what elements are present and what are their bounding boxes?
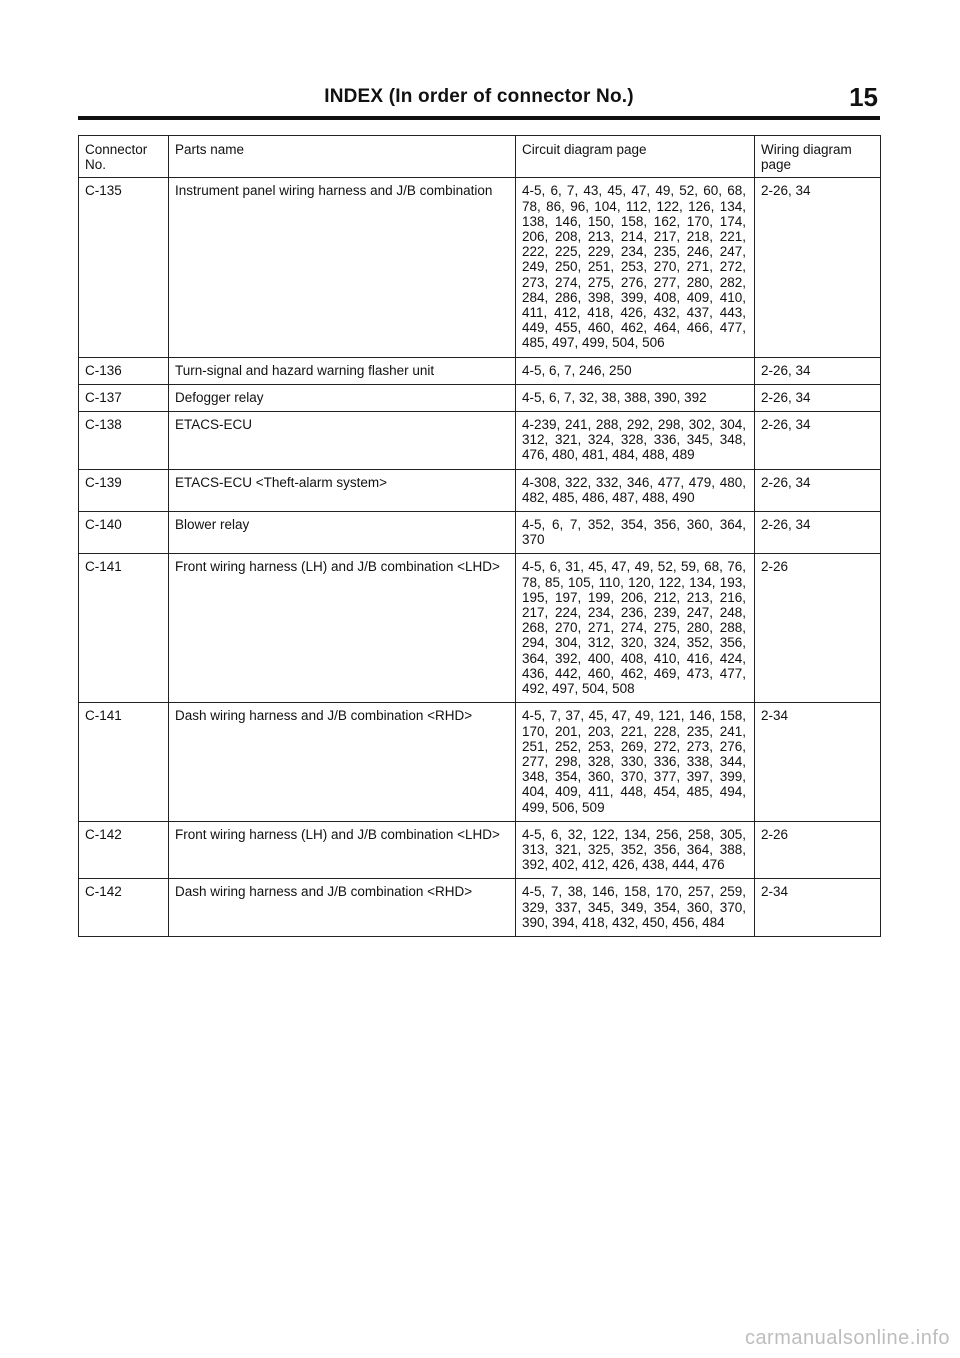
parts-name-cell: Dash wiring harness and J/B combination <RHD> <box>169 879 516 937</box>
page-number: 15 <box>849 82 878 112</box>
parts-name-cell: Defogger relay <box>169 384 516 411</box>
header-wiring-diagram-page: Wiring diagram page <box>755 136 881 178</box>
table-row <box>79 512 881 554</box>
circuit-pages-cell: 4-239, 241, 288, 292, 298, 302, 304, 312, 321, 324, 328, 336, 345, 348, 476, 480, 481, 484, 488, 489 <box>516 412 755 470</box>
parts-name-cell: Blower relay <box>169 512 516 554</box>
page-header <box>78 82 880 116</box>
table-row <box>79 703 881 821</box>
wiring-pages-cell: 2-34 <box>755 703 881 821</box>
connector-no-cell: C-142 <box>79 821 169 879</box>
circuit-pages-cell: 4-5, 6, 7, 43, 45, 47, 49, 52, 60, 68, 78, 86, 96, 104, 112, 122, 126, 134, 138, 146, 150, 158, 162, 170, 174, 206, 208, 213, 214, 217, 218, 221, 222, 225, 229, 234, 235, 246, 247, 249, 250, 251, 253, 270, 271, 272, 273, 274, 275, 276, 277, 280, 282, 284, 286, 398, 399, 408, 409, 410, 411, 412, 418, 426, 432, 437, 443, 449, 455, 460, 462, 464, 466, 477, 485, 497, 499, 504, 506 <box>516 178 755 357</box>
circuit-pages-cell: 4-5, 6, 7, 32, 38, 388, 390, 392 <box>516 384 755 411</box>
table-row <box>79 412 881 470</box>
circuit-pages-cell: 4-5, 7, 38, 146, 158, 170, 257, 259, 329, 337, 345, 349, 354, 360, 370, 390, 394, 418, 432, 450, 456, 484 <box>516 879 755 937</box>
table-row <box>79 879 881 937</box>
parts-name-cell: Dash wiring harness and J/B combination <RHD> <box>169 703 516 821</box>
table-row <box>79 178 881 357</box>
table-row <box>79 469 881 511</box>
header-parts-name: Parts name <box>169 136 516 178</box>
connector-index-table <box>78 135 881 937</box>
circuit-pages-cell: 4-308, 322, 332, 346, 477, 479, 480, 482, 485, 486, 487, 488, 490 <box>516 469 755 511</box>
circuit-pages-cell: 4-5, 6, 7, 246, 250 <box>516 357 755 384</box>
table-header-row <box>79 136 881 178</box>
header-connector-no: Connector No. <box>79 136 169 178</box>
wiring-pages-cell: 2-26, 34 <box>755 178 881 357</box>
wiring-pages-cell: 2-26, 34 <box>755 512 881 554</box>
wiring-pages-cell: 2-34 <box>755 879 881 937</box>
header-rule <box>78 116 880 120</box>
connector-no-cell: C-139 <box>79 469 169 511</box>
parts-name-cell: Front wiring harness (LH) and J/B combination <LHD> <box>169 554 516 703</box>
table-row <box>79 821 881 879</box>
wiring-pages-cell: 2-26, 34 <box>755 384 881 411</box>
table-row <box>79 357 881 384</box>
parts-name-cell: ETACS-ECU <Theft-alarm system> <box>169 469 516 511</box>
circuit-pages-cell: 4-5, 6, 31, 45, 47, 49, 52, 59, 68, 76, 78, 85, 105, 110, 120, 122, 134, 193, 195, 197, 199, 206, 212, 213, 216, 217, 224, 234, 236, 239, 247, 248, 268, 270, 271, 274, 275, 280, 288, 294, 304, 312, 320, 324, 352, 356, 364, 392, 400, 408, 410, 416, 424, 436, 442, 460, 462, 469, 473, 477, 492, 497, 504, 508 <box>516 554 755 703</box>
table-row <box>79 554 881 703</box>
parts-name-cell: ETACS-ECU <box>169 412 516 470</box>
connector-no-cell: C-141 <box>79 703 169 821</box>
connector-no-cell: C-141 <box>79 554 169 703</box>
connector-no-cell: C-138 <box>79 412 169 470</box>
parts-name-cell: Front wiring harness (LH) and J/B combination <LHD> <box>169 821 516 879</box>
wiring-pages-cell: 2-26 <box>755 554 881 703</box>
connector-no-cell: C-136 <box>79 357 169 384</box>
parts-name-cell: Turn-signal and hazard warning flasher unit <box>169 357 516 384</box>
page-title: INDEX (In order of connector No.) <box>324 86 634 107</box>
table-row <box>79 384 881 411</box>
connector-no-cell: C-135 <box>79 178 169 357</box>
wiring-pages-cell: 2-26, 34 <box>755 412 881 470</box>
parts-name-cell: Instrument panel wiring harness and J/B combination <box>169 178 516 357</box>
wiring-pages-cell: 2-26, 34 <box>755 469 881 511</box>
wiring-pages-cell: 2-26 <box>755 821 881 879</box>
circuit-pages-cell: 4-5, 6, 7, 352, 354, 356, 360, 364, 370 <box>516 512 755 554</box>
watermark-text: carmanualsonline.info <box>744 1327 950 1349</box>
circuit-pages-cell: 4-5, 6, 32, 122, 134, 256, 258, 305, 313, 321, 325, 352, 356, 364, 388, 392, 402, 412, 426, 438, 444, 476 <box>516 821 755 879</box>
header-circuit-diagram-page: Circuit diagram page <box>516 136 755 178</box>
connector-no-cell: C-140 <box>79 512 169 554</box>
circuit-pages-cell: 4-5, 7, 37, 45, 47, 49, 121, 146, 158, 170, 201, 203, 221, 228, 235, 241, 251, 252, 253, 269, 272, 273, 276, 277, 298, 328, 330, 336, 338, 344, 348, 354, 360, 370, 377, 397, 399, 404, 409, 411, 448, 454, 485, 494, 499, 506, 509 <box>516 703 755 821</box>
connector-no-cell: C-142 <box>79 879 169 937</box>
wiring-pages-cell: 2-26, 34 <box>755 357 881 384</box>
connector-no-cell: C-137 <box>79 384 169 411</box>
